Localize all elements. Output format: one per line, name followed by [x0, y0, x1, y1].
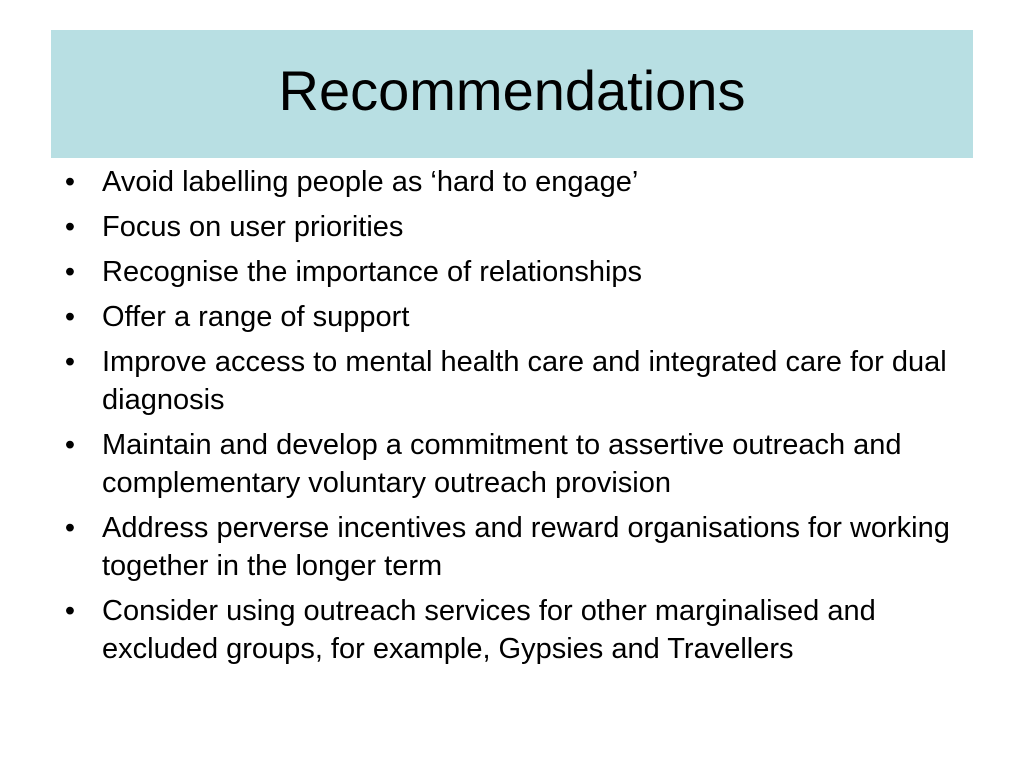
bullet-icon: •	[64, 211, 76, 243]
bullet-icon: •	[64, 301, 76, 333]
bullet-item	[56, 298, 976, 336]
bullet-text: Offer a range of support	[102, 301, 410, 333]
bullet-text: Maintain and develop a commitment to assertive outreach and complementary voluntary outreach provision	[102, 429, 902, 499]
bullet-item	[56, 343, 976, 419]
bullet-icon: •	[64, 256, 76, 288]
bullet-item	[56, 253, 976, 291]
bullet-icon: •	[64, 595, 76, 627]
bullet-text: Recognise the importance of relationships	[102, 256, 643, 288]
bullet-item	[56, 163, 976, 201]
bullet-text: Avoid labelling people as ‘hard to engage’	[102, 166, 639, 198]
bullet-icon: •	[64, 429, 76, 461]
bullet-item	[56, 426, 976, 502]
bullet-item	[56, 509, 976, 585]
bullet-text: Address perverse incentives and reward organisations for working together in the longer term	[102, 512, 950, 582]
slide-title: Recommendations	[278, 59, 746, 122]
title-band	[51, 30, 973, 158]
bullet-text: Improve access to mental health care and integrated care for dual diagnosis	[102, 346, 947, 416]
bullet-icon: •	[64, 166, 76, 198]
bullet-text: Consider using outreach services for other marginalised and excluded groups, for example, Gypsies and Travellers	[102, 595, 876, 665]
bullet-item	[56, 592, 976, 668]
bullet-list	[56, 163, 976, 675]
bullet-icon: •	[64, 512, 76, 544]
bullet-item	[56, 208, 976, 246]
bullet-icon: •	[64, 346, 76, 378]
bullet-text: Focus on user priorities	[102, 211, 404, 243]
